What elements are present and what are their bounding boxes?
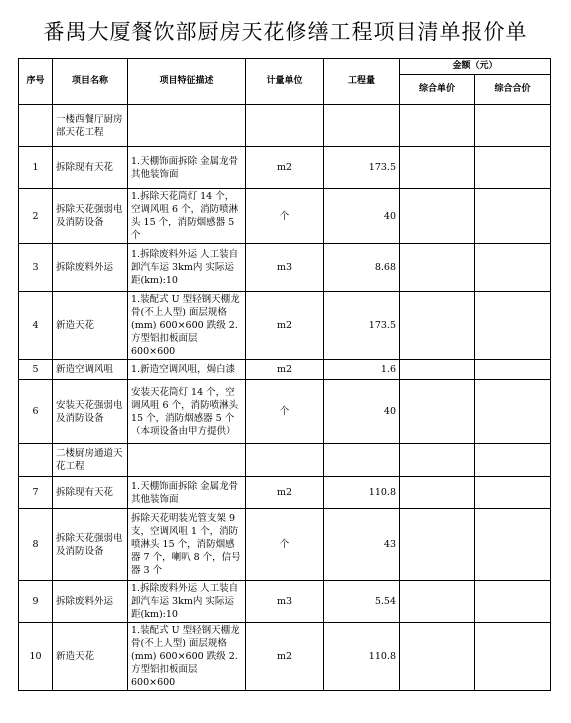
row-unit: 个: [246, 380, 324, 444]
table-row: [19, 360, 551, 380]
row-name: 拆除天花强弱电及消防设备: [53, 509, 128, 581]
row-total-price: [475, 360, 551, 380]
row-seq: 2: [19, 189, 53, 244]
row-unit-price: [400, 360, 475, 380]
row-unit: m2: [246, 292, 324, 360]
row-name: 新造天花: [53, 623, 128, 691]
row-unit: m2: [246, 477, 324, 509]
row-qty: [324, 105, 400, 147]
row-qty: 40: [324, 189, 400, 244]
table-row: [19, 147, 551, 189]
table-row: [19, 105, 551, 147]
row-total-price: [475, 147, 551, 189]
header-amount: 金额（元）: [400, 59, 551, 75]
row-unit: m2: [246, 360, 324, 380]
header-seq: 序号: [19, 59, 53, 105]
row-unit: [246, 444, 324, 477]
table-row: [19, 292, 551, 360]
row-seq: 4: [19, 292, 53, 360]
row-qty: 173.5: [324, 147, 400, 189]
row-desc: 1.装配式 U 型轻钢天棚龙骨(不上人型) 面层规格(mm) 600×600 跌级 2.方型铝扣板面层 600×600: [128, 292, 246, 360]
row-unit-price: [400, 292, 475, 360]
row-qty: [324, 444, 400, 477]
row-unit-price: [400, 105, 475, 147]
row-name: 拆除现有天花: [53, 477, 128, 509]
row-seq: 8: [19, 509, 53, 581]
table-row: [19, 509, 551, 581]
row-unit: m3: [246, 581, 324, 623]
row-unit: m2: [246, 623, 324, 691]
row-unit: m3: [246, 244, 324, 292]
table-row: [19, 189, 551, 244]
row-desc: 拆除天花明装光管支架 9 支，空调风咀 1 个，消防喷淋头 15 个，消防烟感器 7 个，喇叭 8 个，信号器 3 个: [128, 509, 246, 581]
row-unit: [246, 105, 324, 147]
row-name: 拆除现有天花: [53, 147, 128, 189]
row-total-price: [475, 292, 551, 360]
row-unit: 个: [246, 189, 324, 244]
row-seq: [19, 105, 53, 147]
header-qty: 工程量: [324, 59, 400, 105]
page-title: 番禺大厦餐饮部厨房天花修缮工程项目清单报价单: [43, 20, 528, 44]
row-qty: 110.8: [324, 623, 400, 691]
row-qty: 40: [324, 380, 400, 444]
table-row: [19, 623, 551, 691]
table-row: [19, 244, 551, 292]
row-unit-price: [400, 509, 475, 581]
row-total-price: [475, 105, 551, 147]
row-name: 新造天花: [53, 292, 128, 360]
row-total-price: [475, 477, 551, 509]
row-seq: 3: [19, 244, 53, 292]
row-unit: m2: [246, 147, 324, 189]
header-total-price: 综合合价: [475, 75, 551, 105]
row-unit-price: [400, 623, 475, 691]
row-name: 拆除天花强弱电及消防设备: [53, 189, 128, 244]
row-name: 拆除废料外运: [53, 244, 128, 292]
row-unit-price: [400, 380, 475, 444]
row-seq: 7: [19, 477, 53, 509]
row-total-price: [475, 244, 551, 292]
row-name: 新造空调风咀: [53, 360, 128, 380]
row-desc: [128, 444, 246, 477]
row-unit-price: [400, 147, 475, 189]
row-desc: [128, 105, 246, 147]
row-desc: 1.天棚饰面拆除 金属龙骨 其他装饰面: [128, 147, 246, 189]
header-name: 项目名称: [53, 59, 128, 105]
quotation-table: [18, 58, 551, 691]
header-unit-price: 综合单价: [400, 75, 475, 105]
table-body: [19, 105, 551, 691]
row-unit-price: [400, 581, 475, 623]
row-unit: 个: [246, 509, 324, 581]
row-total-price: [475, 189, 551, 244]
table-row: [19, 380, 551, 444]
row-qty: 8.68: [324, 244, 400, 292]
row-unit-price: [400, 244, 475, 292]
row-name: 一楼西餐厅厨房部天花工程: [53, 105, 128, 147]
table-row: [19, 477, 551, 509]
row-qty: 1.6: [324, 360, 400, 380]
row-qty: 43: [324, 509, 400, 581]
header-desc: 项目特征描述: [128, 59, 246, 105]
row-seq: 1: [19, 147, 53, 189]
row-seq: 10: [19, 623, 53, 691]
row-unit-price: [400, 477, 475, 509]
row-unit-price: [400, 444, 475, 477]
row-qty: 173.5: [324, 292, 400, 360]
row-total-price: [475, 509, 551, 581]
row-desc: 安装天花筒灯 14 个，空调风咀 6 个，消防喷淋头 15 个，消防烟感器 5 个（本项设备由甲方提供）: [128, 380, 246, 444]
row-total-price: [475, 380, 551, 444]
row-name: 拆除废料外运: [53, 581, 128, 623]
row-qty: 110.8: [324, 477, 400, 509]
row-seq: [19, 444, 53, 477]
row-name: 二楼厨房通道天花工程: [53, 444, 128, 477]
row-total-price: [475, 623, 551, 691]
row-name: 安装天花强弱电及消防设备: [53, 380, 128, 444]
row-unit-price: [400, 189, 475, 244]
row-desc: 1.拆除废料外运 人工装自卸汽车运 3km内 实际运距(km):10: [128, 581, 246, 623]
header-unit: 计量单位: [246, 59, 324, 105]
row-desc: 1.拆除天花筒灯 14 个，空调风咀 6 个，消防喷淋头 15 个，消防烟感器 5 个: [128, 189, 246, 244]
row-seq: 9: [19, 581, 53, 623]
row-total-price: [475, 444, 551, 477]
row-seq: 5: [19, 360, 53, 380]
row-desc: 1.新造空调风咀，焗白漆: [128, 360, 246, 380]
table-row: [19, 444, 551, 477]
row-desc: 1.拆除废料外运 人工装自卸汽车运 3km内 实际运距(km):10: [128, 244, 246, 292]
row-total-price: [475, 581, 551, 623]
row-desc: 1.装配式 U 型轻钢天棚龙骨(不上人型) 面层规格(mm) 600×600 跌级 2.方型铝扣板面层 600×600: [128, 623, 246, 691]
row-desc: 1.天棚饰面拆除 金属龙骨 其他装饰面: [128, 477, 246, 509]
row-qty: 5.54: [324, 581, 400, 623]
table-row: [19, 581, 551, 623]
row-seq: 6: [19, 380, 53, 444]
